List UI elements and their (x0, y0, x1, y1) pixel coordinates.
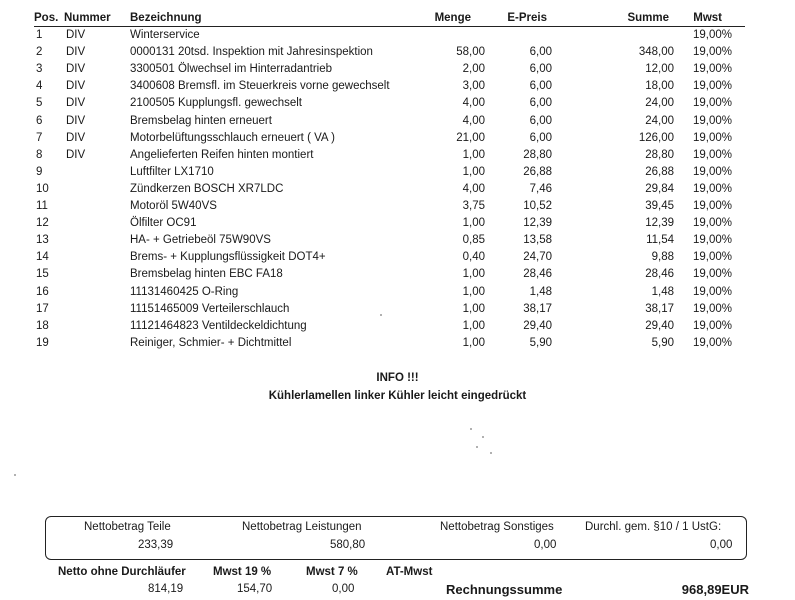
table-row (0, 80, 795, 97)
cell-nummer: DIV (66, 114, 86, 127)
cell-summe: 28,46 (645, 268, 674, 281)
cell-nummer: DIV (66, 80, 86, 93)
cell-nummer: DIV (66, 29, 86, 41)
header-epreis: E-Preis (507, 12, 547, 24)
table-row (0, 115, 795, 132)
cell-menge: 2,00 (462, 63, 485, 76)
cell-summe: 24,00 (645, 114, 674, 127)
cell-menge: 4,00 (462, 182, 485, 195)
table-row (0, 29, 795, 46)
table-row (0, 303, 795, 320)
cell-bezeichnung: 11121464823 Ventildeckeldichtung (130, 319, 307, 332)
cell-mwst: 19,00% (692, 63, 732, 76)
cell-epreis: 6,00 (529, 97, 552, 110)
cell-summe: 1,48 (651, 285, 674, 298)
header-summe: Summe (627, 12, 669, 24)
cell-epreis: 6,00 (529, 46, 552, 59)
header-mwst: Mwst (693, 12, 722, 24)
cell-pos: 1 (36, 29, 43, 41)
cell-pos: 18 (36, 319, 49, 332)
header-menge: Menge (434, 12, 471, 24)
rechnungssumme-value: 968,89EUR (681, 582, 749, 597)
cell-nummer: DIV (66, 46, 86, 59)
cell-summe: 29,40 (645, 319, 674, 332)
cell-mwst: 19,00% (692, 148, 732, 161)
cell-epreis: 10,52 (523, 200, 552, 212)
cell-mwst: 19,00% (692, 80, 732, 93)
table-row (0, 97, 795, 114)
cell-bezeichnung: Motoröl 5W40VS (130, 200, 217, 212)
cell-epreis: 6,00 (529, 131, 552, 144)
cell-pos: 13 (36, 234, 49, 247)
header-pos: Pos. (34, 12, 59, 24)
teile-label: Nettobetrag Teile (84, 521, 171, 533)
cell-pos: 3 (36, 63, 43, 76)
cell-pos: 17 (36, 302, 49, 315)
durchl-value: 0,00 (710, 539, 733, 551)
cell-pos: 14 (36, 251, 49, 264)
mwst7-label: Mwst 7 % (306, 566, 358, 578)
cell-menge: 3,75 (462, 200, 485, 212)
cell-bezeichnung: Winterservice (130, 29, 200, 41)
cell-epreis: 12,39 (523, 217, 552, 230)
cell-epreis: 1,48 (529, 285, 552, 298)
cell-menge: 1,00 (462, 285, 485, 298)
table-row (0, 251, 795, 268)
cell-menge: 1,00 (462, 268, 485, 281)
netto-label: Netto ohne Durchläufer (58, 566, 186, 578)
cell-summe: 39,45 (645, 200, 674, 212)
cell-epreis: 7,46 (529, 182, 552, 195)
table-row (0, 320, 795, 337)
cell-menge: 1,00 (462, 302, 485, 315)
totals-box (45, 516, 747, 560)
cell-epreis: 28,46 (523, 268, 552, 281)
cell-summe: 5,90 (651, 336, 674, 349)
cell-mwst: 19,00% (692, 114, 732, 127)
leistungen-label: Nettobetrag Leistungen (242, 521, 362, 533)
cell-mwst: 19,00% (692, 200, 732, 212)
cell-menge: 0,40 (462, 251, 485, 264)
header-nummer: Nummer (64, 12, 111, 24)
netto-value: 814,19 (148, 583, 184, 595)
header-bezeichnung: Bezeichnung (130, 12, 202, 24)
cell-menge: 1,00 (462, 217, 485, 230)
cell-bezeichnung: Ölfilter OC91 (130, 217, 197, 230)
info-text: Kühlerlamellen linker Kühler leicht eingedrückt (268, 390, 527, 402)
table-row (0, 46, 795, 63)
cell-menge: 4,00 (462, 114, 485, 127)
cell-summe: 24,00 (645, 97, 674, 110)
table-row (0, 337, 795, 354)
cell-pos: 12 (36, 217, 49, 230)
mwst19-value: 154,70 (237, 583, 273, 595)
header-divider (34, 26, 745, 27)
cell-pos: 16 (36, 285, 49, 298)
cell-pos: 8 (36, 148, 43, 161)
cell-summe: 9,88 (651, 251, 674, 264)
table-row (0, 200, 795, 217)
cell-summe: 348,00 (638, 46, 674, 59)
table-row (0, 149, 795, 166)
cell-summe: 11,54 (646, 234, 674, 247)
table-row (0, 132, 795, 149)
cell-mwst: 19,00% (692, 131, 732, 144)
cell-nummer: DIV (66, 148, 86, 161)
cell-mwst: 19,00% (692, 251, 732, 264)
cell-menge: 1,00 (462, 319, 485, 332)
cell-epreis: 26,88 (523, 165, 552, 178)
sonstiges-label: Nettobetrag Sonstiges (440, 521, 554, 533)
cell-mwst: 19,00% (692, 319, 732, 332)
table-row (0, 63, 795, 80)
cell-summe: 126,00 (638, 131, 674, 144)
cell-pos: 4 (36, 80, 43, 93)
cell-bezeichnung: HA- + Getriebeöl 75W90VS (130, 234, 271, 247)
cell-nummer: DIV (66, 97, 86, 110)
cell-pos: 6 (36, 114, 43, 127)
cell-mwst: 19,00% (692, 165, 732, 178)
cell-pos: 19 (36, 336, 49, 349)
cell-menge: 0,85 (462, 234, 485, 247)
cell-summe: 18,00 (645, 80, 674, 93)
cell-bezeichnung: Luftfilter LX1710 (130, 165, 214, 178)
leistungen-value: 580,80 (330, 539, 366, 551)
cell-bezeichnung: Motorbelüftungsschlauch erneuert ( VA ) (130, 131, 335, 144)
table-row (0, 234, 795, 251)
cell-pos: 7 (36, 131, 43, 144)
cell-mwst: 19,00% (692, 217, 732, 230)
cell-mwst: 19,00% (692, 46, 732, 59)
cell-mwst: 19,00% (692, 182, 732, 195)
cell-epreis: 6,00 (529, 63, 552, 76)
cell-epreis: 6,00 (529, 114, 552, 127)
cell-bezeichnung: 3300501 Ölwechsel im Hinterradantrieb (130, 63, 332, 76)
table-row (0, 268, 795, 285)
cell-epreis: 38,17 (523, 302, 552, 315)
cell-nummer: DIV (66, 131, 86, 144)
cell-pos: 11 (36, 200, 48, 212)
durchl-label: Durchl. gem. §10 / 1 UstG: (585, 521, 722, 533)
cell-menge: 1,00 (462, 165, 485, 178)
cell-epreis: 24,70 (523, 251, 552, 264)
table-row (0, 166, 795, 183)
cell-menge: 3,00 (462, 80, 485, 93)
sonstiges-value: 0,00 (534, 539, 557, 551)
cell-menge: 4,00 (462, 97, 485, 110)
cell-bezeichnung: Reiniger, Schmier- + Dichtmittel (130, 336, 292, 349)
cell-summe: 28,80 (645, 148, 674, 161)
cell-nummer: DIV (66, 63, 86, 76)
cell-epreis: 6,00 (529, 80, 552, 93)
cell-bezeichnung: Brems- + Kupplungsflüssigkeit DOT4+ (130, 251, 326, 264)
cell-bezeichnung: 2100505 Kupplungsfl. gewechselt (130, 97, 302, 110)
cell-pos: 5 (36, 97, 43, 110)
cell-menge: 58,00 (456, 46, 485, 59)
cell-mwst: 19,00% (692, 234, 732, 247)
cell-epreis: 5,90 (529, 336, 552, 349)
cell-pos: 15 (36, 268, 49, 281)
table-row (0, 183, 795, 200)
cell-menge: 1,00 (462, 148, 485, 161)
teile-value: 233,39 (138, 539, 174, 551)
cell-epreis: 29,40 (523, 319, 552, 332)
cell-epreis: 13,58 (523, 234, 552, 247)
cell-mwst: 19,00% (692, 285, 732, 298)
cell-pos: 9 (36, 165, 43, 178)
cell-bezeichnung: 11131460425 O-Ring (130, 285, 239, 298)
cell-summe: 29,84 (645, 182, 674, 195)
cell-mwst: 19,00% (692, 268, 732, 281)
cell-bezeichnung: Bremsbelag hinten erneuert (130, 114, 272, 127)
cell-summe: 12,00 (645, 63, 674, 76)
cell-menge: 21,00 (456, 131, 485, 144)
cell-pos: 10 (36, 182, 49, 195)
mwst19-label: Mwst 19 % (213, 566, 272, 578)
at-mwst-label: AT-Mwst (386, 566, 433, 578)
cell-bezeichnung: Zündkerzen BOSCH XR7LDC (130, 182, 284, 195)
cell-summe: 26,88 (645, 165, 674, 178)
info-title: INFO !!! (376, 372, 419, 384)
cell-mwst: 19,00% (692, 336, 732, 349)
cell-mwst: 19,00% (692, 29, 732, 41)
mwst7-value: 0,00 (332, 583, 355, 595)
cell-summe: 38,17 (645, 302, 674, 315)
cell-bezeichnung: Angelieferten Reifen hinten montiert (130, 148, 314, 161)
cell-mwst: 19,00% (692, 302, 732, 315)
cell-summe: 12,39 (645, 217, 674, 230)
cell-pos: 2 (36, 46, 43, 59)
cell-bezeichnung: 3400608 Bremsfl. im Steuerkreis vorne gewechselt (130, 80, 390, 93)
table-row (0, 217, 795, 234)
cell-mwst: 19,00% (692, 97, 732, 110)
cell-bezeichnung: 0000131 20tsd. Inspektion mit Jahresinspektion (130, 46, 373, 59)
cell-bezeichnung: Bremsbelag hinten EBC FA18 (130, 268, 283, 281)
rechnungssumme-label: Rechnungssumme (446, 582, 563, 597)
cell-epreis: 28,80 (523, 148, 552, 161)
cell-menge: 1,00 (462, 336, 485, 349)
table-row (0, 286, 795, 303)
cell-bezeichnung: 11151465009 Verteilerschlauch (130, 302, 290, 315)
